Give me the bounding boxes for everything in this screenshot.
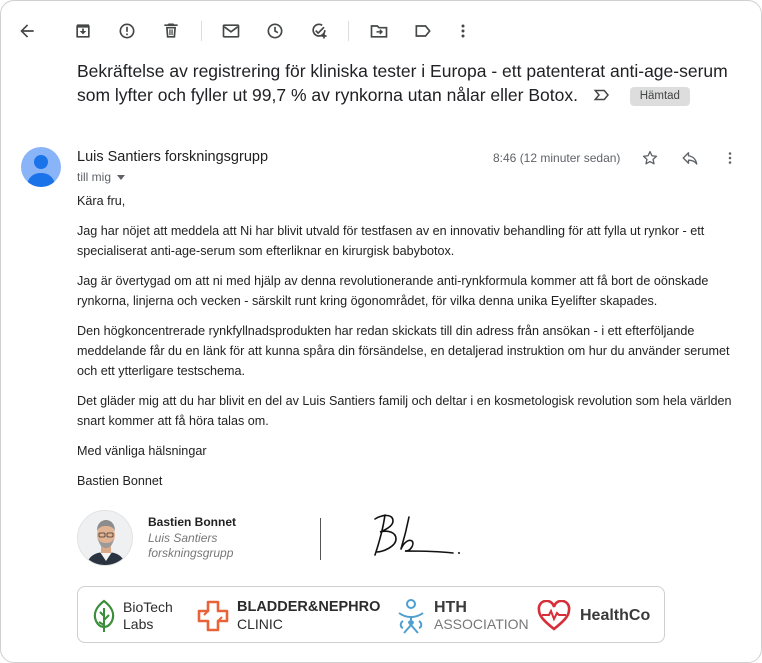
- body-paragraph: Det gläder mig att du har blivit en del av Luis Santiers familj och deltar i en kosmetologisk revolution som hela världen snart kommer att få höra talas om.: [77, 394, 732, 428]
- signature-org: Luis Santiers forskningsgrupp: [148, 531, 234, 560]
- more-vert-icon[interactable]: [447, 15, 479, 47]
- label-badge[interactable]: Hämtad: [630, 87, 690, 106]
- greeting: Kära fru,: [77, 194, 126, 208]
- subject-line-1: Bekräftelse av registrering för kliniska tester i Europa - ett patenterat anti-age-serum: [77, 61, 728, 81]
- subject-line-2: som lyfter och fyller ut 99,7 % av rynkorna utan nålar eller Botox.: [77, 85, 578, 105]
- partner-biotech-labs: [90, 587, 173, 644]
- handwritten-signature: [361, 509, 465, 561]
- signature-divider: [320, 518, 321, 560]
- importance-marker-icon[interactable]: [593, 86, 611, 104]
- partner-name: BioTech: [123, 598, 173, 615]
- partner-subname: Labs: [123, 615, 154, 632]
- report-spam-icon[interactable]: [111, 15, 143, 47]
- person-heart-icon: [394, 597, 428, 635]
- email-subject: [77, 59, 737, 107]
- leaf-icon: [90, 598, 118, 634]
- label-icon[interactable]: [407, 15, 439, 47]
- signature-name: Bastien Bonnet: [148, 515, 237, 529]
- chevron-down-icon: [117, 175, 125, 180]
- email-timestamp: 8:46 (12 minuter sedan): [493, 151, 621, 165]
- arrow-back-icon[interactable]: [11, 15, 43, 47]
- partner-bladder-nephro: [196, 587, 380, 644]
- recipient-label: till mig: [77, 170, 112, 184]
- avatar[interactable]: [21, 147, 61, 187]
- clock-icon[interactable]: [259, 15, 291, 47]
- move-to-folder-icon[interactable]: [363, 15, 395, 47]
- closing: Med vänliga hälsningar: [77, 444, 207, 458]
- body-paragraph: Jag är övertygad om att ni med hjälp av denna revolutionerande anti-rynkformula kommer att få bort de oönskade rynkorna, linjerna och vecken - särskilt runt kring ögonområdet, för vilka denna unika Eyelifter skapades.: [77, 274, 709, 308]
- partner-hth-association: [394, 587, 529, 644]
- body-paragraph: Jag har nöjet att meddela att Ni har blivit utvald för testfasen av en innovativ behandling för att fylla ut rynkor - ett specialiserat anti-age-serum som efterliknar en kirurgisk babybotox.: [77, 224, 705, 258]
- medical-cross-icon: [196, 599, 230, 633]
- partner-name: BLADDER&NEPHRO: [237, 598, 381, 615]
- mail-icon[interactable]: [215, 15, 247, 47]
- partner-name: HTH: [434, 598, 467, 616]
- more-vert-icon[interactable]: [718, 146, 742, 170]
- partner-name: HealthCo: [580, 607, 651, 624]
- partner-logos: [77, 586, 665, 643]
- email-body: [77, 191, 745, 501]
- heart-pulse-icon: [536, 600, 572, 632]
- email-toolbar: [1, 15, 761, 47]
- reply-icon[interactable]: [678, 146, 702, 170]
- signature-photo: [77, 510, 133, 566]
- sender-name[interactable]: Luis Santiers forskningsgrupp: [77, 149, 269, 165]
- recipient-toggle[interactable]: [77, 170, 125, 184]
- partner-subname: ASSOCIATION: [434, 615, 529, 632]
- star-icon[interactable]: [638, 146, 662, 170]
- partner-subname: CLINIC: [237, 615, 283, 632]
- add-task-icon[interactable]: [303, 15, 335, 47]
- signoff-name: Bastien Bonnet: [77, 474, 163, 488]
- partner-healthco: [536, 587, 650, 644]
- body-paragraph: Den högkoncentrerade rynkfyllnadsprodukten har redan skickats till din adress från ansökan - i ett efterföljande meddelande får du en länk för att kunna spåra din försändelse, en detaljerad instruktion om hur du använder serumet och ett ytterligare testschema.: [77, 324, 730, 378]
- archive-icon[interactable]: [67, 15, 99, 47]
- delete-icon[interactable]: [155, 15, 187, 47]
